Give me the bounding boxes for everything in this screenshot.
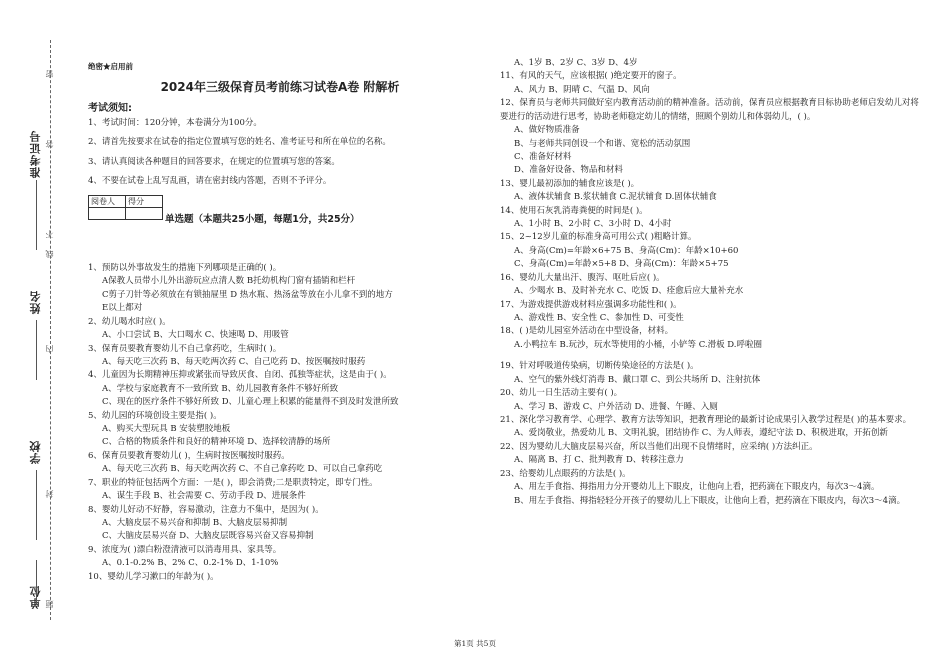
margin-label-school: 学校 <box>29 440 42 464</box>
answer-option: A、0.1-0.2% B、2% C、0.2-1% D、1-10% <box>102 558 279 569</box>
answer-option: A、购买大型玩具 B 安装塑胶地板 <box>102 424 231 435</box>
answer-option: A、风力 B、阴晴 C、气温 D、风向 <box>514 84 650 95</box>
question-text: 10、婴幼儿学习漱口的年龄为( )。 <box>88 571 219 582</box>
answer-option: B、与老师共同创设一个和谐、宽松的活动氛围 <box>514 138 691 149</box>
answer-option: C、大脑皮层易兴奋 D、大脑皮层既容易兴奋又容易抑制 <box>102 531 314 542</box>
question-item <box>500 178 920 205</box>
notice-item: 2、请首先按要求在试卷的指定位置填写您的姓名、准考证号和所在单位的名称。 <box>88 137 391 148</box>
name-line <box>36 320 37 380</box>
question-item <box>88 410 468 450</box>
seal-mark: 内 <box>45 345 54 353</box>
margin-label-exam-number: 准考证号 <box>29 130 42 178</box>
question-text: 4、儿童因为长期精神压抑或紧张而导致厌食、自闭、孤独等症状，这是由于( )。 <box>88 370 392 381</box>
answer-option: A、学习 B、游戏 C、户外活动 D、进餐、午睡、入厕 <box>514 401 718 412</box>
question-item <box>500 387 920 414</box>
answer-option: A.小鸭拉车 B.玩沙，玩水等使用的小桶，小铲等 C.滑板 D.呼啦圈 <box>514 339 763 350</box>
question-text: 7、职业的特征包括两个方面：一是( )，即会消费;二是职责特定，即专门性。 <box>88 477 378 488</box>
answer-option: A、少喝水 B、及时补充水 C、吃饭 D、痊愈后应大量补充水 <box>514 286 744 297</box>
unit-line <box>36 560 37 605</box>
answer-option: A、每天吃三次药 B、每天吃两次药 C、自己吃药 D、按医嘱按时服药 <box>102 356 366 367</box>
question-item <box>500 441 920 468</box>
question-item <box>500 414 920 441</box>
question-text: 9、浓度为( )漂白粉澄清液可以消毒用具、家具等。 <box>88 544 282 555</box>
question-item <box>500 272 920 299</box>
answer-option: A、1岁 B、2岁 C、3岁 D、4岁 <box>514 58 638 68</box>
score-box-reviewer: 阅卷人 <box>89 196 126 208</box>
answer-option: A、隔离 B、打 C、批判教育 D、转移注意力 <box>514 455 684 466</box>
notice-item: 1、考试时间：120分钟，本卷满分为100分。 <box>88 118 262 128</box>
question-text: 22、因为婴幼儿大脑皮层易兴奋，所以当他们出现不良情绪时，应采纳( )方法纠正。 <box>500 441 818 452</box>
answer-option: A、液体状辅食 B.浆状辅食 C.泥状辅食 D.固体状辅食 <box>514 192 717 203</box>
section-heading: 单选题（本题共25小题，每题1分，共25分） <box>165 214 360 225</box>
question-item <box>500 70 920 97</box>
question-text: 8、婴幼儿好动不好静，容易激动，注意力不集中，是因为( )。 <box>88 504 324 515</box>
seal-mark: 不 <box>45 230 54 238</box>
question-text: 12、保育员与老师共同做好室内教育活动前的精神准备。活动前，保育员应根据教育目标协助老师启发幼儿对将要进行的活动进行思考，协助老师稳定幼儿的情绪，照顾个别幼儿和体弱幼儿，( )。 <box>500 98 919 122</box>
answer-option: A、学校与家庭教育不一致所致 B、幼儿园教育条件不够好所致 <box>102 383 339 394</box>
answer-option: C、身高(Cm)=年龄×5+8 D、身高(Cm)：年龄×5+75 <box>514 259 729 270</box>
question-item <box>88 544 468 571</box>
seal-mark: 答 <box>45 140 54 148</box>
question-text: 15、2~12岁儿童的标准身高可用公式( )粗略计算。 <box>500 232 697 243</box>
notice-item: 3、请认真阅读各种题目的回答要求，在规定的位置填写您的答案。 <box>88 156 340 167</box>
answer-option: A、做好物质准备 <box>514 125 580 136</box>
answer-option: A、1小时 B、2小时 C、3小时 D、4小时 <box>514 219 672 230</box>
score-box-cell[interactable] <box>89 208 126 220</box>
notice-heading: 考试须知: <box>88 103 132 114</box>
notice-list <box>88 115 478 193</box>
answer-option: A、大脑皮层不易兴奋和抑制 B、大脑皮层易抑制 <box>102 518 288 529</box>
score-box-score: 得分 <box>126 196 163 208</box>
question-item <box>500 325 920 352</box>
answer-option: A、每天吃三次药 B、每天吃两次药 C、不自己拿药吃 D、可以自己拿药吃 <box>102 464 383 475</box>
right-question-list <box>500 57 920 508</box>
spacer <box>500 352 920 360</box>
answer-option: A、爱岗敬业，热爱幼儿 B、文明礼貌，团结协作 C、为人师表，遵纪守法 D、积极进取，开拓创新 <box>514 428 888 439</box>
question-text: 21、深化学习教育学、心理学、教育方法等知识，把教育理论的最新讨论成果引入教学过程是( )的基本要求。 <box>500 414 912 425</box>
seal-margin <box>0 0 80 671</box>
question-item <box>500 468 920 508</box>
question-item <box>88 571 468 584</box>
question-item <box>500 231 920 271</box>
answer-option: A保教人员带小儿外出游玩应点清人数 B托幼机构门窗有插销和栏杆 <box>102 276 356 287</box>
question-text: 3、保育员要教育婴幼儿不自己拿药吃，生病时( )。 <box>88 343 282 354</box>
answer-option: A、小口尝试 B、大口喝水 C、快速喝 D、用吸管 <box>102 330 289 341</box>
question-item <box>88 477 468 504</box>
question-item <box>88 369 468 409</box>
question-item <box>500 299 920 326</box>
score-box <box>88 195 163 220</box>
answer-option: C、现在的医疗条件不够好所致 D、儿童心理上积累的能量得不到及时发泄所致 <box>102 397 399 408</box>
margin-label-name: 姓名 <box>29 290 42 314</box>
answer-option: C剪子刀针等必须放在有锁抽屉里 D 热水瓶、热汤盆等放在小儿拿不到的地方 <box>102 289 393 300</box>
left-question-list <box>88 262 468 584</box>
question-item <box>88 262 468 316</box>
question-item <box>500 205 920 232</box>
question-text: 14、使用石灰乳消毒粪便的时间是( )。 <box>500 205 648 216</box>
question-item <box>88 343 468 370</box>
answer-option: B、用左手食指、拇指轻轻分开孩子的婴幼儿上下眼皮，让他向上看，把药滴在下眼皮内，每次3～4滴。 <box>514 495 906 506</box>
secret-label: 绝密★启用前 <box>88 62 133 71</box>
answer-option: A、用左手食指、拇指用力分开婴幼儿上下眼皮，让他向上看，把药滴在下眼皮内，每次3～4滴。 <box>514 482 880 493</box>
answer-option: E以上都对 <box>102 303 143 314</box>
question-item <box>500 360 920 387</box>
answer-option: A、空气的紫外线灯消毒 B、戴口罩 C、到公共场所 D、注射抗体 <box>514 374 761 385</box>
question-text: 17、为游戏提供游戏材料应强调多功能性和( )。 <box>500 299 682 310</box>
score-box-cell[interactable] <box>126 208 163 220</box>
question-item <box>88 450 468 477</box>
answer-option: A、谋生手段 B、社会需要 C、劳动手段 D、进展条件 <box>102 491 306 502</box>
seal-mark: 封 <box>45 490 54 498</box>
seal-dashed-line <box>50 40 51 620</box>
seal-mark: 线 <box>45 250 54 258</box>
question-item <box>500 97 920 178</box>
question-text: 1、预防以外事故发生的措施下列哪项是正确的( )。 <box>88 263 282 273</box>
answer-option: A、身高(Cm)=年龄×6+75 B、身高(Cm)：年龄×10+60 <box>514 245 739 256</box>
question-text: 5、幼儿园的环境创设主要是指( )。 <box>88 410 222 421</box>
question-text: 23、给婴幼儿点眼药的方法是( )。 <box>500 468 631 479</box>
margin-label-unit: 单位 <box>29 585 42 609</box>
question-text: 6、保育员要教育婴幼儿( )，生病时按医嘱按时服药。 <box>88 450 290 461</box>
seal-mark: 密 <box>45 70 54 78</box>
question-text: 19、针对呼吸道传染病，切断传染途径的方法是( )。 <box>500 361 699 372</box>
exam-number-line <box>36 180 37 250</box>
question-text: 11、有风的天气，应该根据( )绝定要开的窗子。 <box>500 71 682 82</box>
answer-option: A、游戏性 B、安全性 C、参加性 D、可变性 <box>514 313 684 324</box>
notice-item: 4、不要在试卷上乱写乱画，请在密封线内答题，否则不予评分。 <box>88 176 332 187</box>
page-title: 2024年三级保育员考前练习试卷A卷 附解析 <box>160 80 400 94</box>
question-text: 2、幼儿喝水时应( )。 <box>88 316 171 327</box>
answer-option: C、准备好材料 <box>514 151 572 162</box>
seal-mark: 题 <box>45 600 54 608</box>
question-text: 18、( )是幼儿园室外活动在中型设备，材料。 <box>500 326 674 337</box>
question-item <box>88 504 468 544</box>
question-item <box>88 316 468 343</box>
question-text: 13、婴儿最初添加的辅食应该是( )。 <box>500 178 640 189</box>
school-line <box>36 470 37 540</box>
question-text: 16、婴幼儿大量出汗、腹泻、呕吐后应( )。 <box>500 272 665 283</box>
answer-option: C、合格的物质条件和良好的精神环境 D、选择较清静的场所 <box>102 437 331 448</box>
question-text: 20、幼儿一日生活动主要有( )。 <box>500 388 623 399</box>
answer-option: D、准备好设备、物品和材料 <box>514 165 623 176</box>
page-footer: 第1页 共5页 <box>454 639 496 648</box>
question-item <box>500 57 920 70</box>
